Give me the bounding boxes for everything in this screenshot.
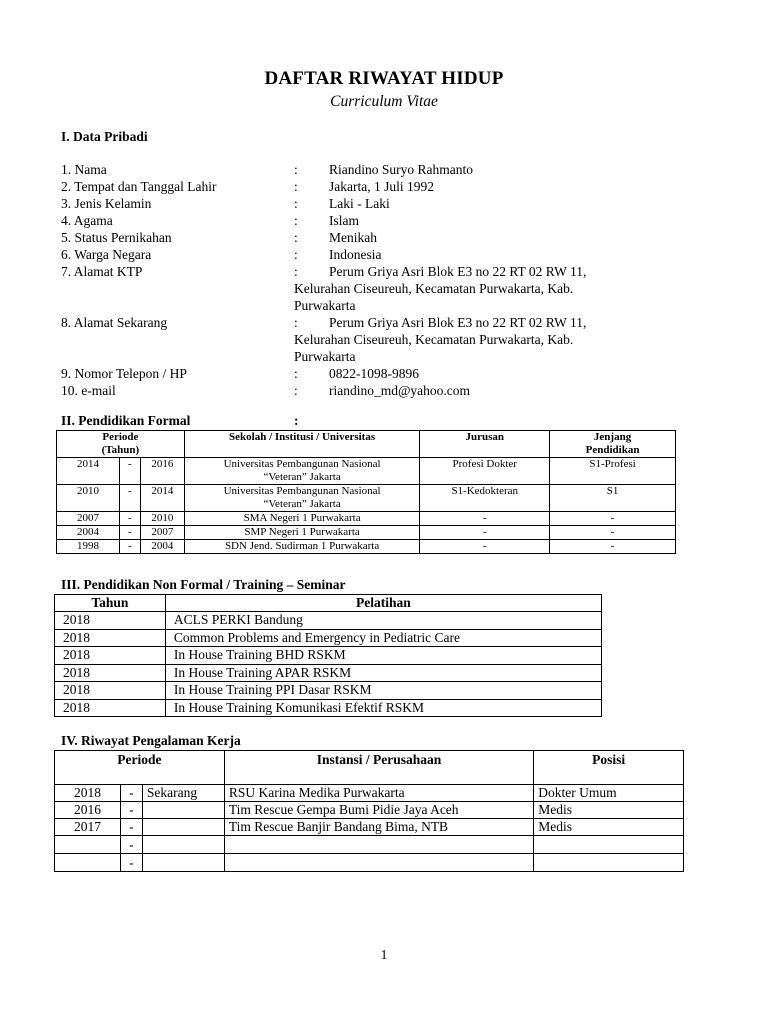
- header-school: Sekolah / Institusi / Universitas: [184, 431, 420, 458]
- header-level: Jenjang Pendidikan: [550, 431, 676, 458]
- table-header-row: [57, 431, 676, 458]
- section-nonformal-heading: III. Pendidikan Non Formal / Training – Seminar: [61, 577, 346, 592]
- table-row: -: [55, 836, 684, 854]
- header-company: Instansi / Perusahaan: [224, 751, 533, 785]
- section-formal-heading: II. Pendidikan Formal :: [61, 413, 299, 428]
- table-row: 2014 - 2016 Universitas Pembangunan Nasional “Veteran” Jakarta Profesi Dokter S1-Profesi: [57, 458, 676, 485]
- header-periode: Periode: [55, 751, 225, 785]
- work-history-table: [54, 750, 684, 872]
- section-personal-heading: I. Data Pribadi: [61, 129, 148, 144]
- header-position: Posisi: [534, 751, 684, 785]
- table-row: 2016 - Tim Rescue Gempa Bumi Pidie Jaya Aceh Medis: [55, 802, 684, 819]
- personal-row-gender: 3. Jenis Kelamin : Laki - Laki: [61, 196, 390, 211]
- table-row: -: [55, 854, 684, 872]
- document-title: DAFTAR RIWAYAT HIDUP: [264, 68, 504, 89]
- table-row: 2017 - Tim Rescue Banjir Bandang Bima, NTB Medis: [55, 819, 684, 836]
- table-row: 2018 In House Training Komunikasi Efektif RSKM: [55, 699, 602, 717]
- personal-row-religion: 4. Agama : Islam: [61, 213, 359, 228]
- table-header-row: [55, 751, 684, 785]
- personal-row-current-address: 8. Alamat Sekarang : Perum Griya Asri Blok E3 no 22 RT 02 RW 11,: [61, 315, 587, 330]
- current-address-line-2: Kelurahan Ciseureuh, Kecamatan Purwakarta, Kab.: [294, 332, 574, 347]
- personal-row-ktp-address: 7. Alamat KTP : Perum Griya Asri Blok E3 no 22 RT 02 RW 11,: [61, 264, 587, 279]
- personal-data-list: [61, 161, 669, 399]
- table-row: 2018 ACLS PERKI Bandung: [55, 612, 602, 630]
- table-row: 2018 Common Problems and Emergency in Pediatric Care: [55, 629, 602, 647]
- header-year: Tahun: [55, 595, 166, 612]
- header-major: Jurusan: [420, 431, 550, 458]
- table-header-row: [55, 595, 602, 612]
- personal-row-email: 10. e-mail : riandino_md@yahoo.com: [61, 383, 471, 398]
- formal-education-table: [56, 430, 676, 554]
- training-table: [54, 594, 602, 717]
- header-periode: Periode (Tahun): [57, 431, 185, 458]
- header-training: Pelatihan: [165, 595, 601, 612]
- page-number: 1: [380, 947, 388, 962]
- table-row: 2018 In House Training PPI Dasar RSKM: [55, 682, 602, 700]
- current-address-line-3: Purwakarta: [294, 349, 356, 364]
- personal-row-marital: 5. Status Pernikahan : Menikah: [61, 230, 377, 245]
- personal-row-citizenship: 6. Warga Negara : Indonesia: [61, 247, 382, 262]
- document-subtitle: Curriculum Vitae: [330, 93, 438, 110]
- section-work-heading: IV. Riwayat Pengalaman Kerja: [61, 733, 241, 748]
- table-row: 2018 In House Training BHD RSKM: [55, 647, 602, 665]
- personal-row-phone: 9. Nomor Telepon / HP : 0822-1098-9896: [61, 366, 419, 381]
- personal-row-birth: 2. Tempat dan Tanggal Lahir : Jakarta, 1 Juli 1992: [61, 179, 434, 194]
- table-row: 2004 - 2007 SMP Negeri 1 Purwakarta - -: [57, 526, 676, 540]
- table-row: 1998 - 2004 SDN Jend. Sudirman 1 Purwakarta - -: [57, 540, 676, 554]
- table-row: 2007 - 2010 SMA Negeri 1 Purwakarta - -: [57, 512, 676, 526]
- table-row: 2018 - Sekarang RSU Karina Medika Purwakarta Dokter Umum: [55, 785, 684, 802]
- table-row: 2010 - 2014 Universitas Pembangunan Nasional “Veteran” Jakarta S1-Kedokteran S1: [57, 485, 676, 512]
- personal-row-name: 1. Nama : Riandino Suryo Rahmanto: [61, 162, 473, 177]
- ktp-address-line-3: Purwakarta: [294, 298, 356, 313]
- table-row: 2018 In House Training APAR RSKM: [55, 664, 602, 682]
- ktp-address-line-2: Kelurahan Ciseureuh, Kecamatan Purwakarta, Kab.: [294, 281, 574, 296]
